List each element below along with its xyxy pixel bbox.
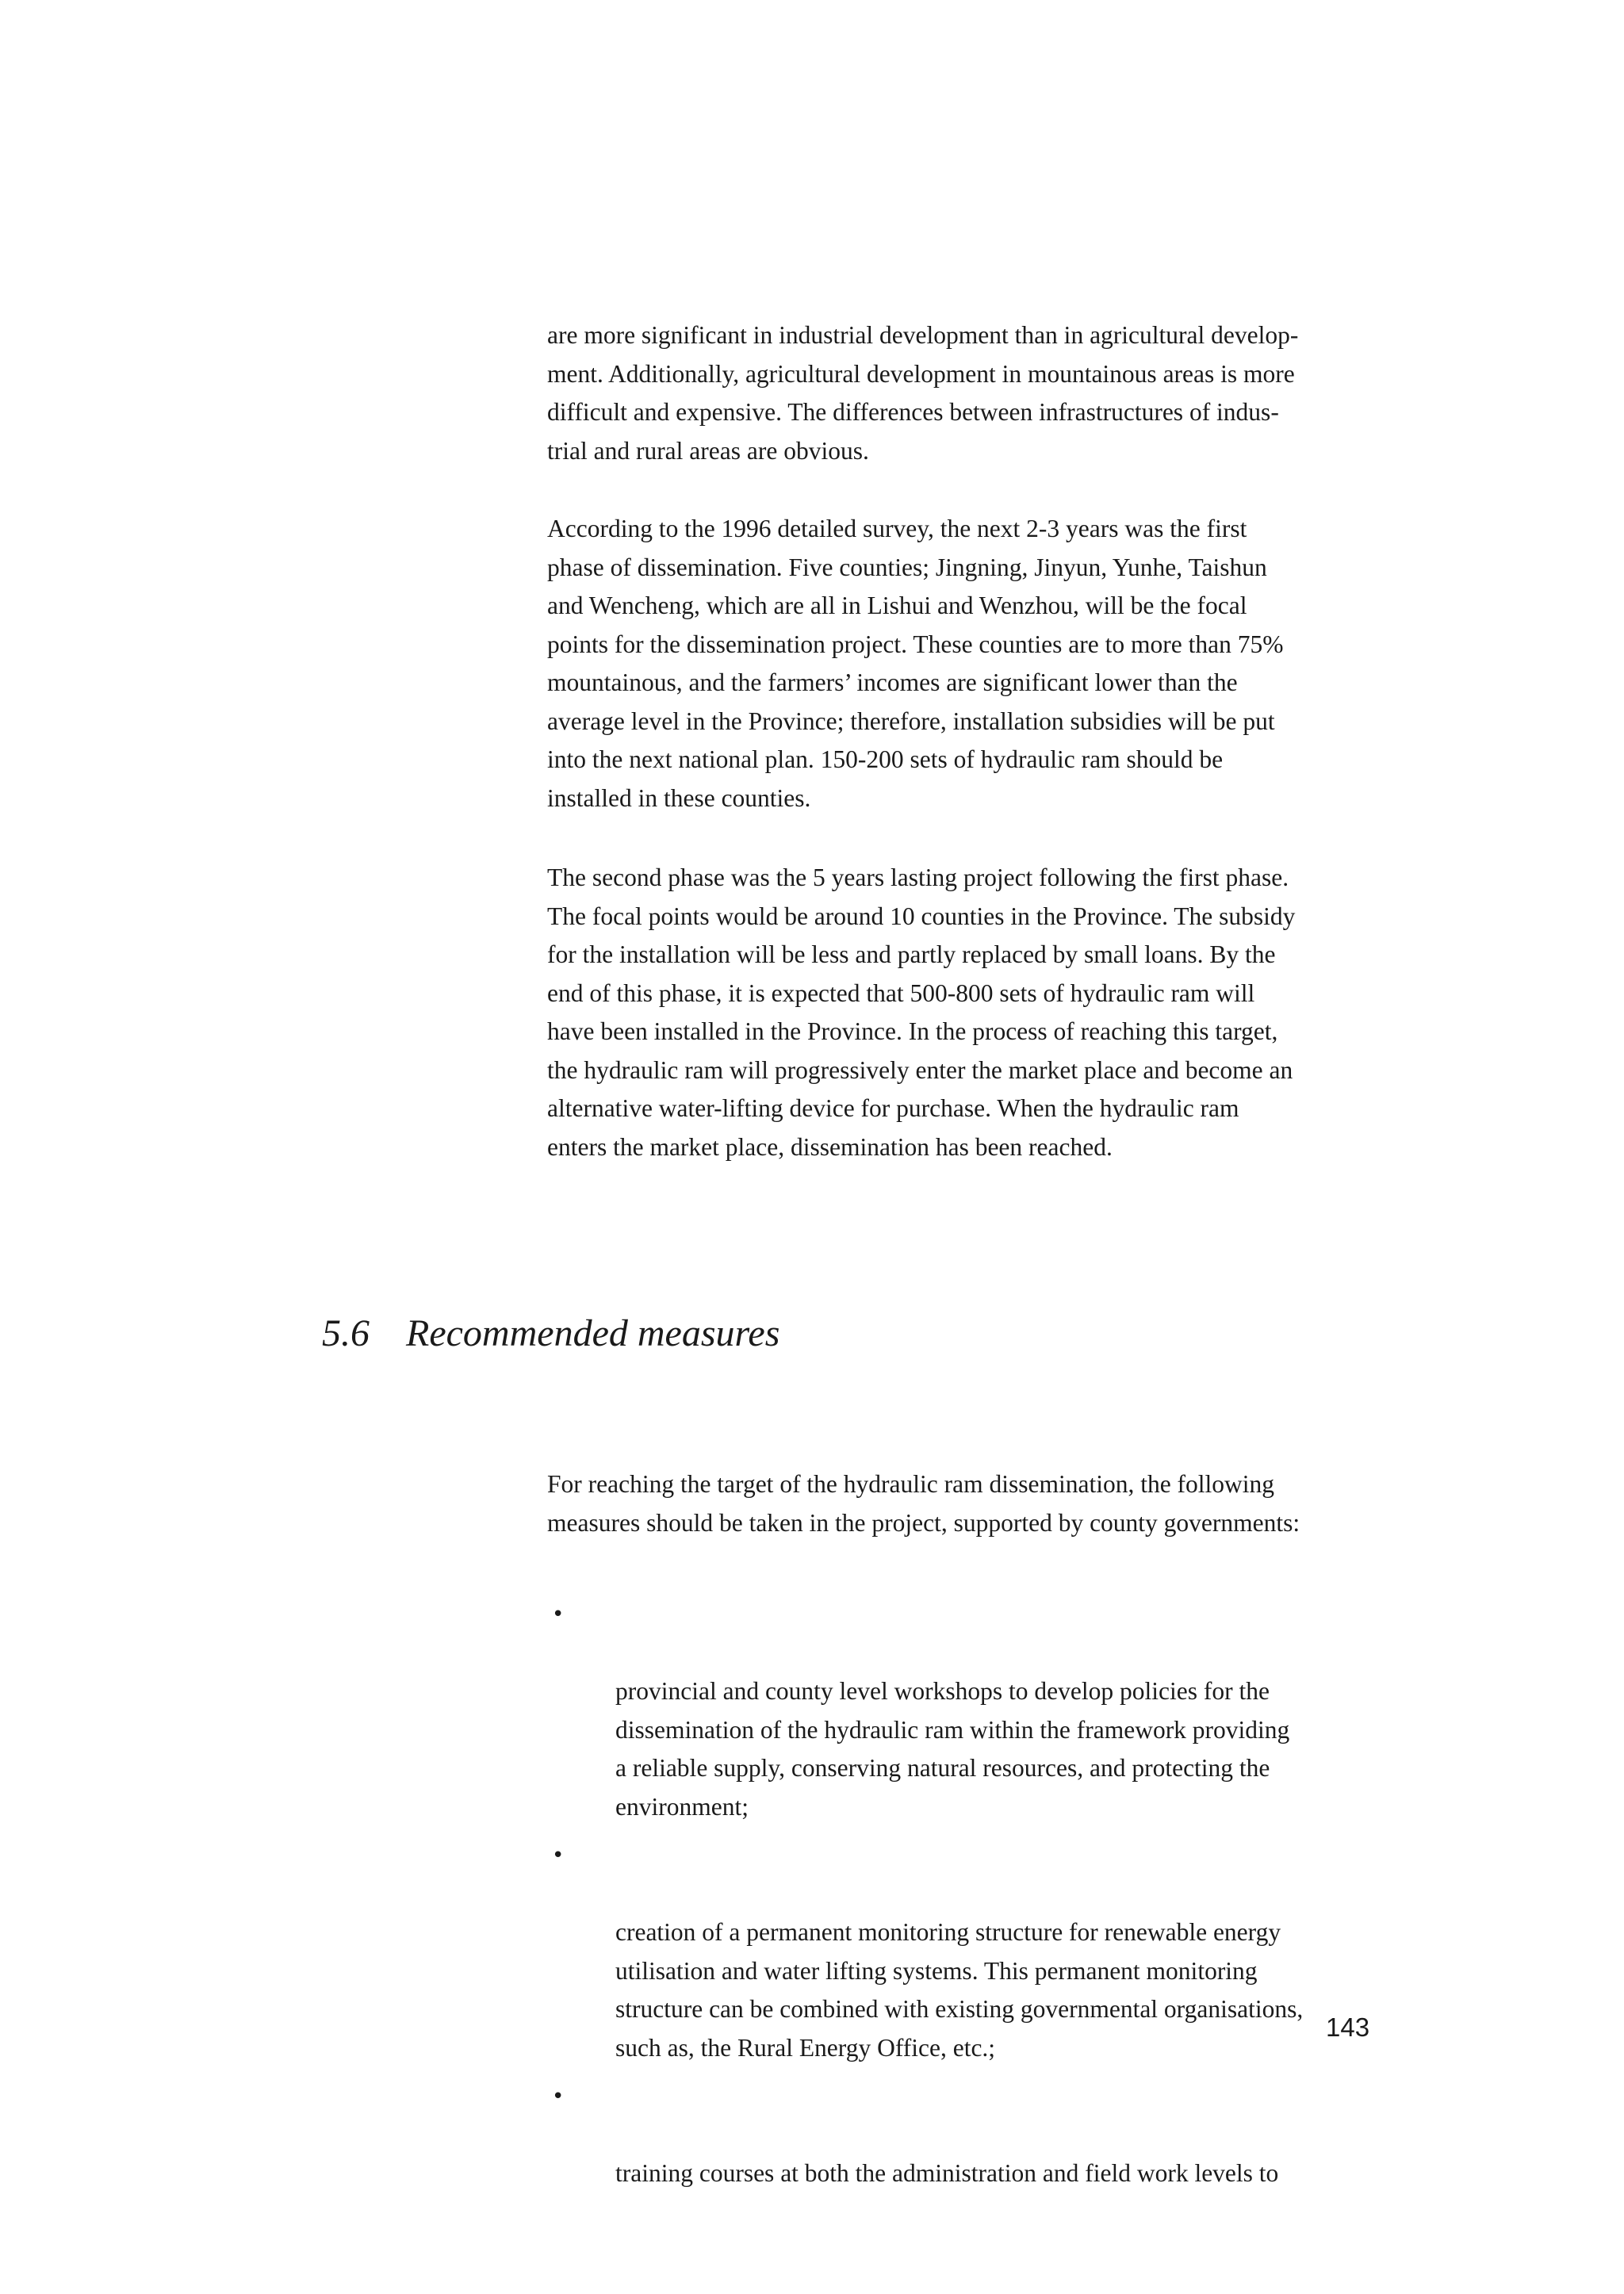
- measures-list: [547, 1595, 1388, 2204]
- bullet-icon: •: [552, 2085, 565, 2108]
- list-item: [547, 1595, 1388, 1826]
- list-item: [547, 1836, 1388, 2067]
- paragraph-industrial-development: are more significant in industrial development than in agricultural develop- ment. Additionally, agricultural development in mountainous areas is more difficult and expensive. The differences between infrastructures of indus- trial and rural areas are obvious.: [547, 321, 1299, 465]
- list-item-text: creation of a permanent monitoring structure for renewable energy utilisation and water lifting systems. This permanent monitoring structure can be combined with existing governmental organisations, such as, the Rural Energy Office, etc.;: [615, 1918, 1304, 2062]
- paragraph-measures-intro: For reaching the target of the hydraulic ram dissemination, the following measures should be taken in the project, supported by county governments:: [547, 1470, 1300, 1537]
- list-item-text: training courses at both the administration and field work levels to: [615, 2159, 1279, 2187]
- page-number: 143: [1326, 2013, 1370, 2042]
- section-title: Recommended measures: [406, 1312, 780, 1354]
- section-number: 5.6: [322, 1312, 370, 1354]
- bullet-icon: •: [552, 1603, 565, 1626]
- paragraph-second-phase: The second phase was the 5 years lasting project following the first phase. The focal points would be around 10 counties in the Province. The subsidy for the installation will be less and partly replaced by small loans. By the end of this phase, it is expected that 500-800 sets of hydraulic ram will have been installed in the Province. In the process of reaching this target, the hydraulic ram will progressively enter the market place and become an alternative water-lifting device for purchase. When the hydraulic ram enters the market place, dissemination has been reached.: [547, 864, 1296, 1161]
- bullet-icon: •: [552, 1844, 565, 1867]
- section-heading: [322, 1310, 779, 1358]
- list-item: [547, 2078, 1388, 2193]
- list-item-text: provincial and county level workshops to develop policies for the dissemination of the hydraulic ram within the framework providing a reliable supply, conserving natural resources, and protecting the environment;: [615, 1677, 1290, 1821]
- paragraph-first-phase: According to the 1996 detailed survey, the next 2-3 years was the first phase of dissemination. Five counties; Jingning, Jinyun, Yunhe, Taishun and Wencheng, which are all in Lishui and Wenzhou, will be the focal points for the dissemination project. These counties are to more than 75% mountainous, and the farmers’ incomes are significant lower than the average level in the Province; therefore, installation subsidies will be put into the next national plan. 150-200 sets of hydraulic ram should be installed in these counties.: [547, 515, 1284, 812]
